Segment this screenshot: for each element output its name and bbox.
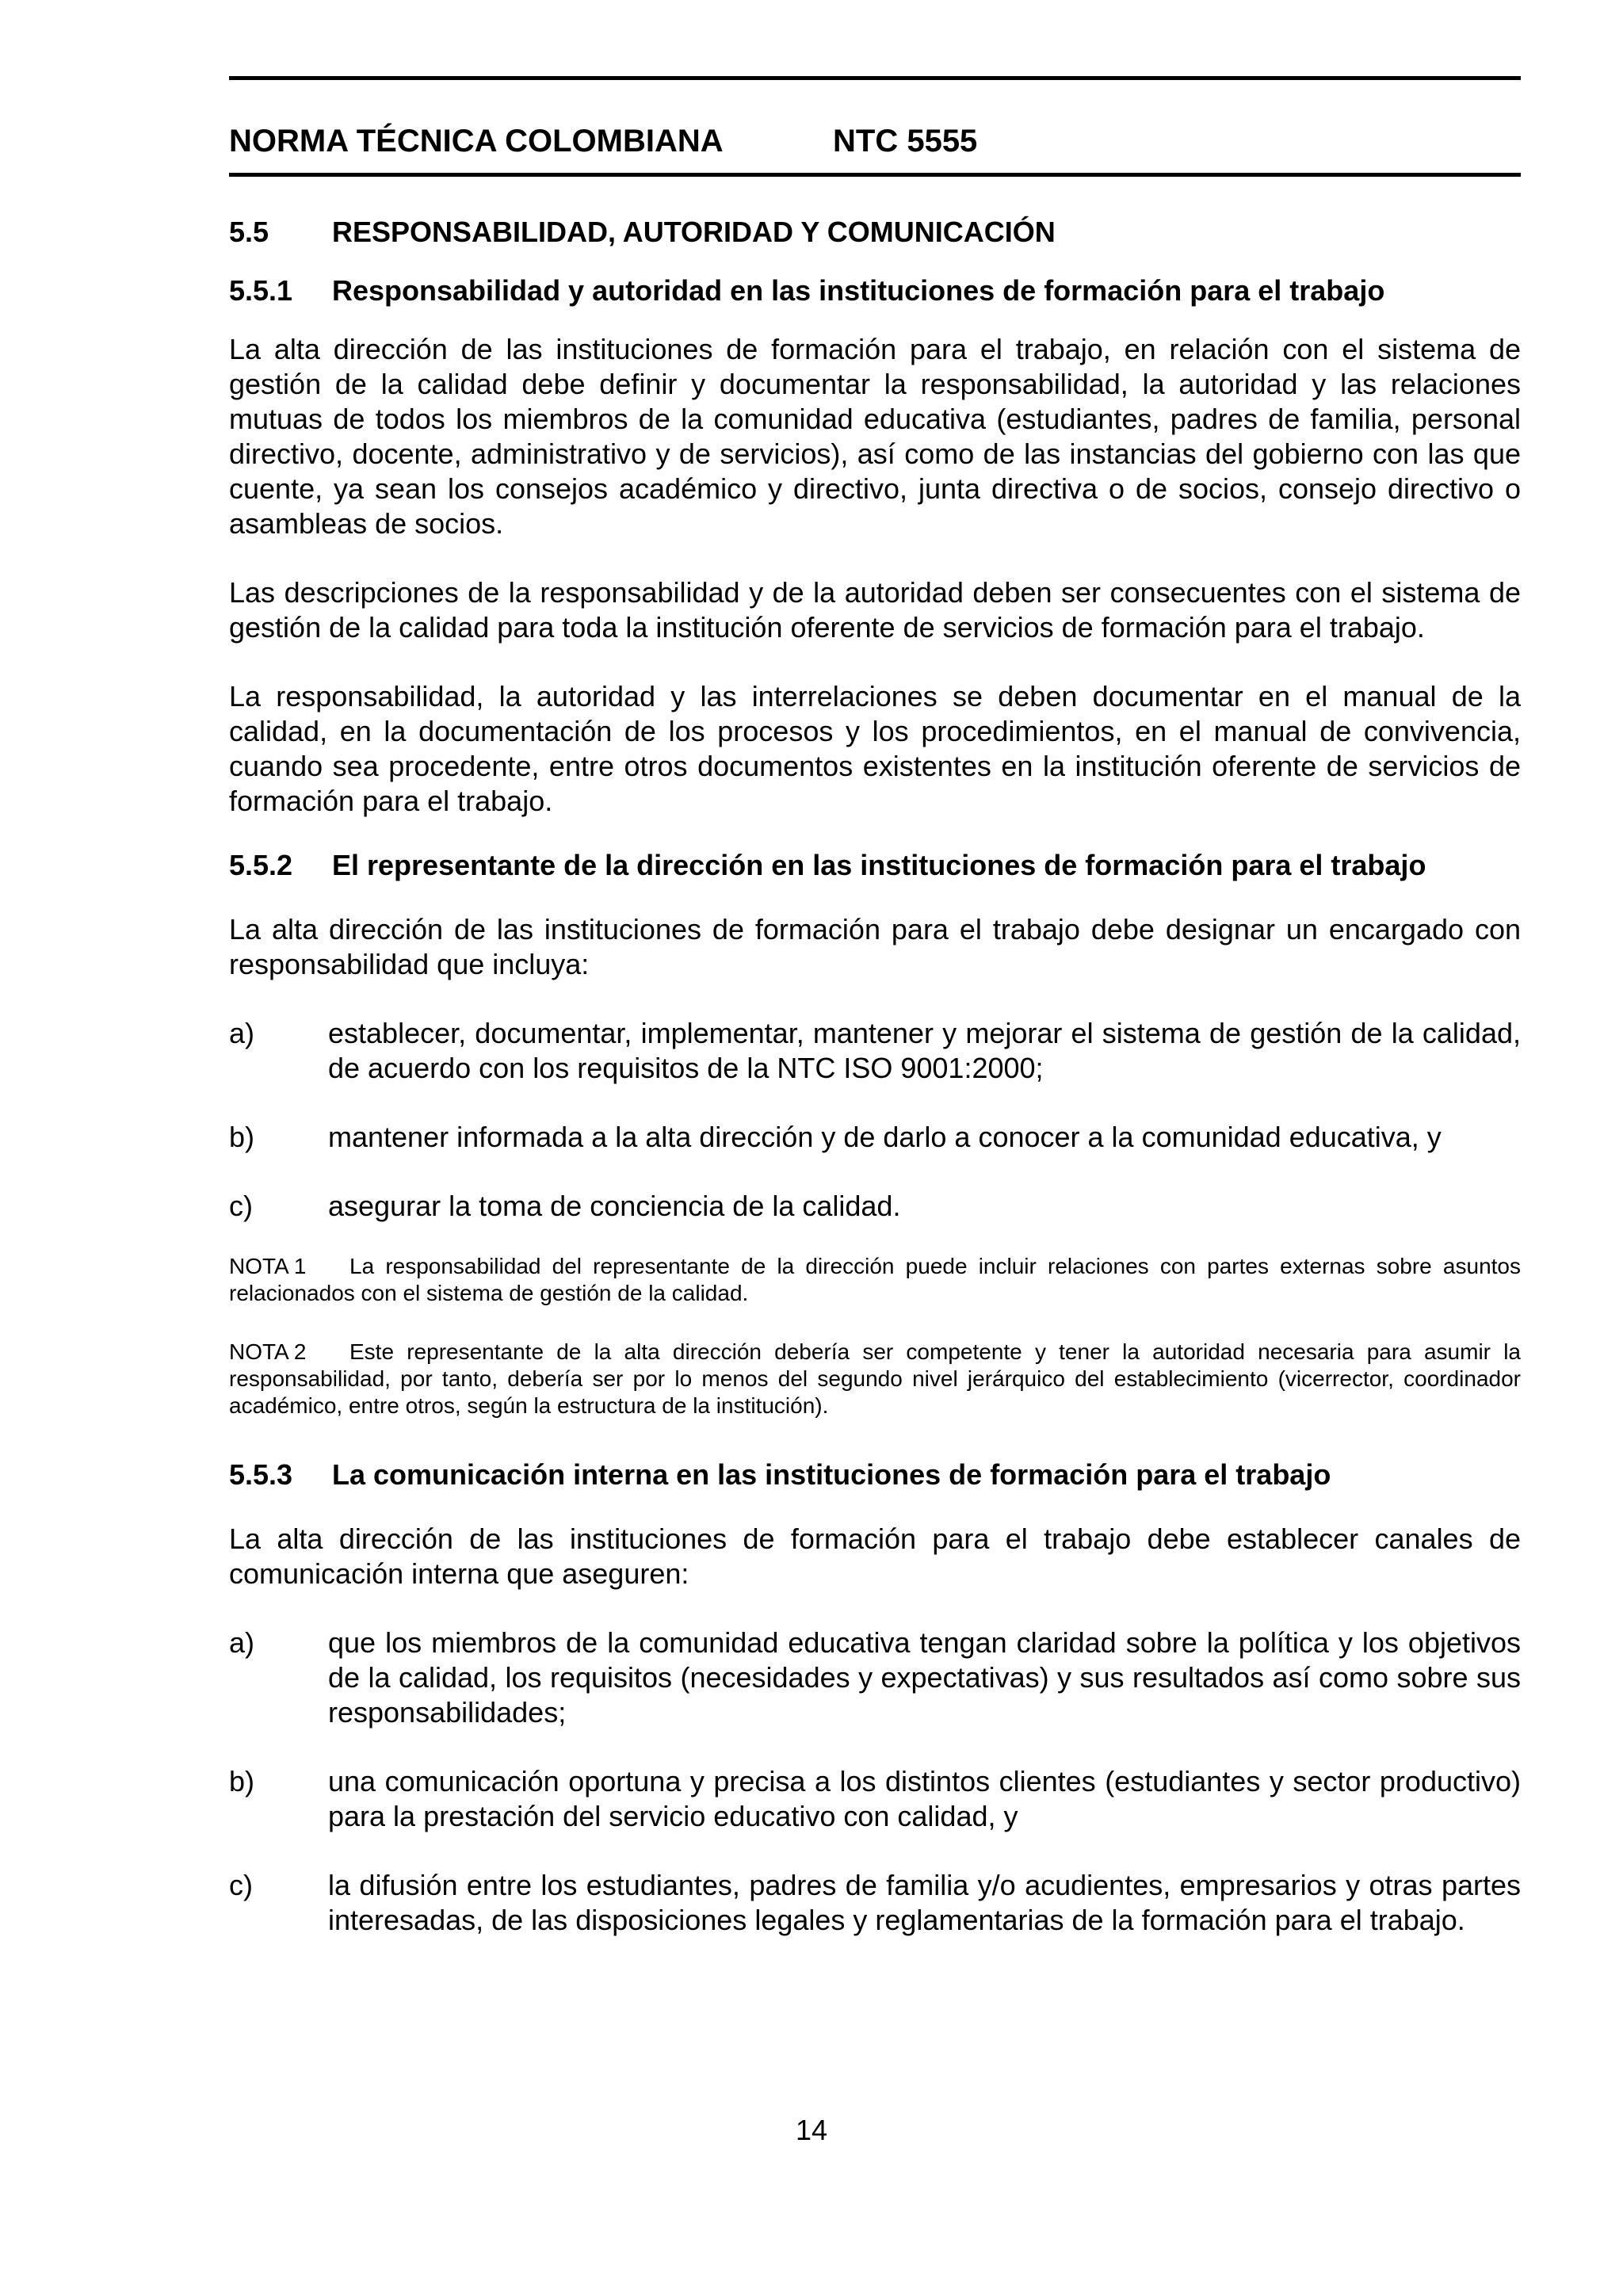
- note-label: NOTA 2: [229, 1339, 307, 1364]
- list-item-text: la difusión entre los estudiantes, padres de familia y/o acudientes, empresarios y otras partes interesadas, de las disposiciones legales y reglamentarias de la formación para el trabajo.: [328, 1869, 1521, 1936]
- list-item: [229, 1868, 1521, 1938]
- subsection-title: Responsabilidad y autoridad en las instituciones de formación para el trabajo: [332, 274, 1385, 307]
- subsection-number: 5.5.3: [229, 1458, 293, 1491]
- header-top-rule: [229, 76, 1521, 80]
- note-text: La responsabilidad del representante de la dirección puede incluir relaciones con partes externas sobre asuntos relacionados con el sistema de gestión de la calidad.: [229, 1254, 1521, 1305]
- subsection-number: 5.5.1: [229, 274, 293, 307]
- list-item: [229, 1120, 1521, 1155]
- subsection-heading-5-5-3: [229, 1457, 1521, 1492]
- section-title: RESPONSABILIDAD, AUTORIDAD Y COMUNICACIÓN: [332, 216, 1056, 248]
- paragraph: La alta dirección de las instituciones de formación para el trabajo debe designar un encargado con responsabilidad que incluya:: [229, 913, 1521, 980]
- page-header: [229, 125, 1521, 157]
- note-text: Este representante de la alta dirección debería ser competente y tener la autoridad necesaria para asumir la responsabilidad, por tanto, debería ser por lo menos del segundo nivel jerárquico del establecimiento (vicerrector, coordinador académico, entre otros, según la estructura de la institución).: [229, 1339, 1521, 1418]
- subsection-heading-5-5-2: [229, 848, 1521, 883]
- note-label: NOTA 1: [229, 1254, 307, 1278]
- list-item: [229, 1764, 1521, 1834]
- subsection-title: El representante de la dirección en las instituciones de formación para el trabajo: [332, 849, 1426, 881]
- paragraph: La alta dirección de las instituciones de formación para el trabajo, en relación con el sistema de gestión de la calidad debe definir y documentar la responsabilidad, la autoridad y las relaciones mutuas de todos los miembros de la comunidad educativa (estudiantes, padres de familia, personal directivo, docente, administrativo y de servicios), así como de las instancias del gobierno con las que cuente, ya sean los consejos académico y directivo, junta directiva o de socios, consejo directivo o asambleas de socios.: [229, 333, 1521, 540]
- section-number: 5.5: [229, 216, 269, 248]
- list-item: [229, 1626, 1521, 1730]
- list-item: [229, 1189, 1521, 1224]
- header-bottom-rule: [229, 173, 1521, 177]
- standard-code: NTC 5555: [833, 124, 978, 159]
- list-item-label: a): [229, 1626, 255, 1659]
- section-heading-5-5: [229, 215, 1521, 250]
- paragraph: La responsabilidad, la autoridad y las interrelaciones se deben documentar en el manual de la calidad, en la documentación de los procesos y los procedimientos, en el manual de convivencia, cuando sea procedente, entre otros documentos existentes en la institución oferente de servicios de formación para el trabajo.: [229, 680, 1521, 817]
- subsection-number: 5.5.2: [229, 849, 293, 881]
- subsection-heading-5-5-1: [229, 273, 1521, 308]
- list-item-label: b): [229, 1121, 255, 1153]
- list-item-label: b): [229, 1765, 255, 1797]
- paragraph: La alta dirección de las instituciones de formación para el trabajo debe establecer canales de comunicación interna que aseguren:: [229, 1522, 1521, 1590]
- document-page: [229, 76, 1521, 1938]
- page-number: 14: [795, 2114, 828, 2146]
- list-item: [229, 1016, 1521, 1086]
- note: [229, 1253, 1521, 1307]
- list-item-label: a): [229, 1017, 255, 1049]
- list-item-label: c): [229, 1869, 253, 1901]
- list-item-text: asegurar la toma de conciencia de la calidad.: [328, 1190, 901, 1222]
- list-item-text: que los miembros de la comunidad educativa tengan claridad sobre la política y los objetivos de la calidad, los requisitos (necesidades y expectativas) y sus resultados así como sobre sus responsabilidades;: [328, 1626, 1521, 1729]
- paragraph: Las descripciones de la responsabilidad y de la autoridad deben ser consecuentes con el sistema de gestión de la calidad para toda la institución oferente de servicios de formación para el trabajo.: [229, 576, 1521, 644]
- list-item-label: c): [229, 1190, 253, 1222]
- list-item-text: una comunicación oportuna y precisa a los distintos clientes (estudiantes y sector productivo) para la prestación del servicio educativo con calidad, y: [328, 1765, 1521, 1832]
- standard-name: NORMA TÉCNICA COLOMBIANA: [229, 124, 724, 159]
- list-item-text: mantener informada a la alta dirección y de darlo a conocer a la comunidad educativa, y: [328, 1121, 1442, 1153]
- note: [229, 1339, 1521, 1419]
- subsection-title: La comunicación interna en las instituciones de formación para el trabajo: [332, 1458, 1331, 1491]
- list-item-text: establecer, documentar, implementar, mantener y mejorar el sistema de gestión de la calidad, de acuerdo con los requisitos de la NTC ISO 9001:2000;: [328, 1017, 1521, 1084]
